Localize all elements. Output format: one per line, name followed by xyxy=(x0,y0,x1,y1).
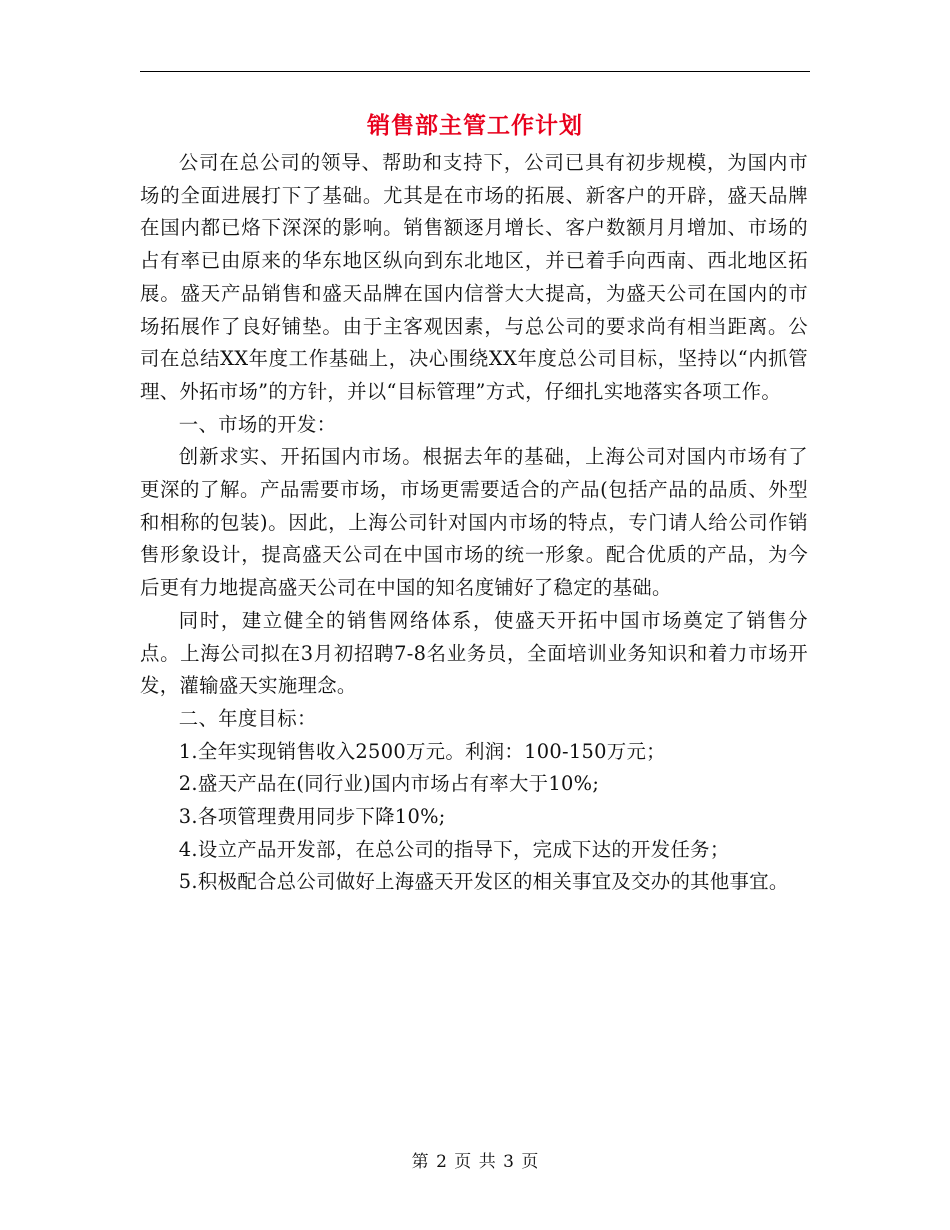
document-title: 销售部主管工作计划 xyxy=(367,112,583,139)
goal-item-3: 3.各项管理费用同步下降10%; xyxy=(178,805,446,829)
section-heading-market-development: 一、市场的开发： xyxy=(178,412,337,436)
goal-item-5: 5.积极配合总公司做好上海盛天开发区的相关事宜及交办的其他事宜。 xyxy=(178,870,789,894)
intro-paragraph: 公司在总公司的领导、帮助和支持下，公司已具有初步规模，为国内市场的全面进展打下了基础。尤其是在市场的拓展、新客户的开辟，盛天品牌在国内都已烙下深深的影响。销售额逐月增长、客户数额月月增加、市场的占有率已由原来的华东地区纵向到东北地区，并已着手向西南、西北地区拓展。盛天产品销售和盛天品牌在国内信誉大大提高，为盛天公司在国内的市场拓展作了良好铺垫。由于主客观因素，与总公司的要求尚有相当距离。公司在总结XX年度工作基础上，决心围绕XX年度总公司目标，坚持以“内抓管理、外拓市场”的方针，并以“目标管理”方式，仔细扎实地落实各项工作。 xyxy=(140,151,808,403)
market-paragraph-1: 创新求实、开拓国内市场。根据去年的基础，上海公司对国内市场有了更深的了解。产品需要市场，市场更需要适合的产品(包括产品的品质、外型和相称的包装)。因此，上海公司针对国内市场的特点，专门请人给公司作销售形象设计，提高盛天公司在中国市场的统一形象。配合优质的产品，为今后更有力地提高盛天公司在中国的知名度铺好了稳定的基础。 xyxy=(140,445,808,600)
goal-item-4: 4.设立产品开发部，在总公司的指导下，完成下达的开发任务； xyxy=(178,837,730,861)
section-heading-annual-goals: 二、年度目标： xyxy=(178,706,317,730)
document-body xyxy=(140,147,808,899)
goal-item-1: 1.全年实现销售收入2500万元。利润：100-150万元； xyxy=(178,739,666,763)
goal-item-2: 2.盛天产品在(同行业)国内市场占有率大于10%; xyxy=(178,772,600,796)
market-paragraph-2: 同时，建立健全的销售网络体系，使盛天开拓中国市场奠定了销售分点。上海公司拟在3月初招聘7-8名业务员，全面培训业务知识和着力市场开发，灌输盛天实施理念。 xyxy=(140,608,808,698)
page-number-footer: 第 2 页 共 3 页 xyxy=(411,1152,539,1172)
header-rule xyxy=(140,71,810,72)
